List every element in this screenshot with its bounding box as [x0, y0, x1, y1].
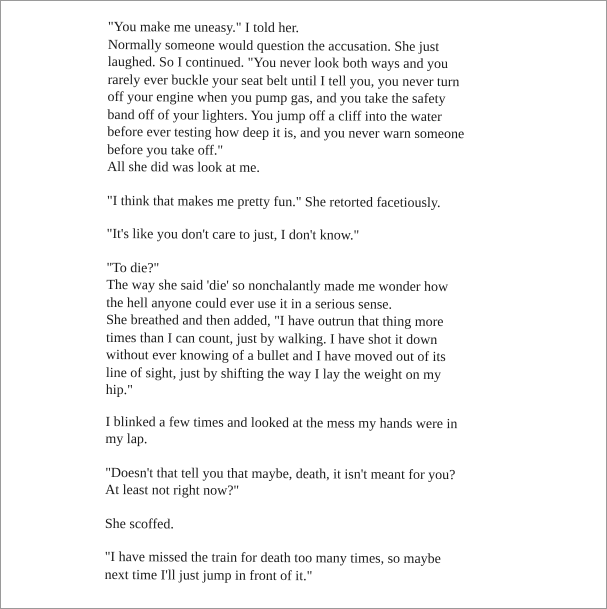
text-line: laughed. So I continued. "You never look both ways and you [107, 54, 449, 73]
text-line: At least not right now?" [105, 482, 240, 499]
text-line: The way she said 'die' so nonchalantly made me wonder how [106, 277, 449, 296]
text-line: line of sight, just by shifting the way I lay the weight on my [105, 365, 442, 383]
text-line: my lap. [105, 431, 148, 448]
text-line: Normally someone would question the accusation. She just [107, 37, 440, 55]
text-line: next time I'll just jump in front of it." [104, 567, 313, 584]
text-line: All she did was look at me. [107, 159, 260, 176]
text-line: off your engine when you pump gas, and you take the safety [107, 89, 446, 108]
text-line: "It's like you don't care to just, I don't know." [106, 226, 360, 244]
text-line: I blinked a few times and looked at the mess my hands were in [105, 414, 458, 432]
text-line: She scoffed. [104, 516, 174, 532]
story-text [105, 19, 500, 586]
text-line: hip." [105, 382, 133, 399]
text-line: without ever knowing of a bullet and I have moved out of its [105, 347, 446, 366]
text-line: times than I can count, just by walking. I have shot it down [106, 330, 438, 348]
text-line: "Doesn't that tell you that maybe, death, it isn't meant for you? [105, 465, 456, 483]
text-line: the hell anyone could ever use it in a serious sense. [106, 295, 393, 313]
text-line: "To die?" [106, 260, 160, 276]
text-line: "I think that makes me pretty fun." She retorted facetiously. [106, 193, 441, 211]
text-line: "You make me uneasy." I told her. [107, 19, 300, 37]
text-line: before you take off." [107, 142, 224, 159]
text-line: band off of your lighters. You jump off a cliff into the water [107, 107, 442, 125]
text-line: She breathed and then added, "I have outrun that thing more [106, 312, 444, 331]
text-line: rarely ever buckle your seat belt until I tell you, you never turn [107, 72, 460, 90]
text-line: before ever testing how deep it is, and you never warn someone [107, 124, 465, 143]
text-line: "I have missed the train for death too many times, so maybe [104, 549, 441, 568]
